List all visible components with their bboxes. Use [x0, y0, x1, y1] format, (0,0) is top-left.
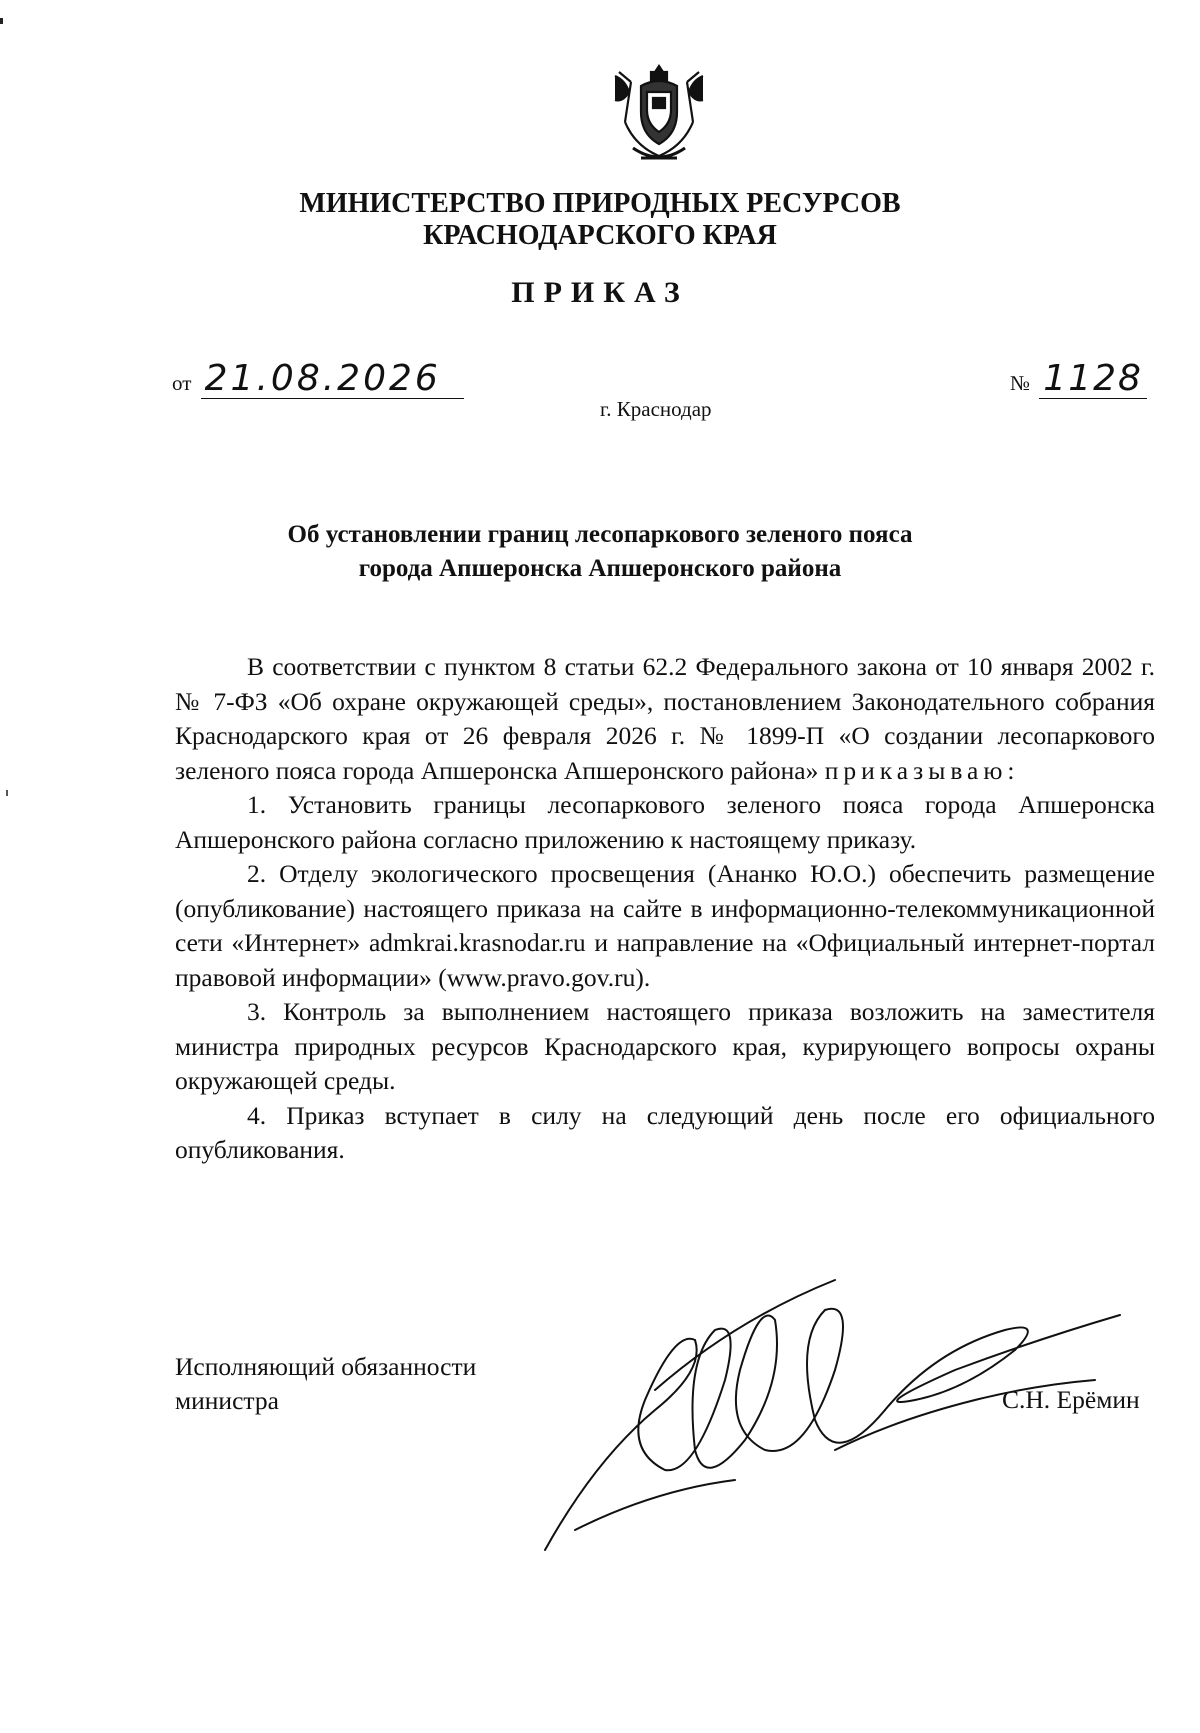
date-value: 21.08.2026	[201, 360, 464, 399]
city: г. Краснодар	[600, 397, 712, 421]
ministry-line-1: МИНИСТЕРСТВО ПРИРОДНЫХ РЕСУРСОВ	[299, 188, 901, 219]
document-type: ПРИКАЗ	[511, 276, 689, 309]
ministry-name	[0, 188, 1200, 252]
preamble-paragraph	[175, 650, 1155, 788]
item-2: 2. Отделу экологического просвещения (Ананко Ю.О.) обеспечить размещение (опубликование) настоящего приказа на сайте в информационно-телекоммуникационной сети «Интернет» admkrai.krasnodar.ru и направление на «Официальный интернет-портал правовой информации» (www.pravo.gov.ru).	[175, 859, 1155, 992]
order-date	[172, 360, 464, 399]
number-prefix: №	[1010, 371, 1031, 395]
order-title	[0, 518, 1200, 586]
scan-artifact	[0, 18, 3, 24]
position-line-1: Исполняющий обязанности	[175, 1352, 477, 1381]
title-line-2: города Апшеронска Апшеронского района	[358, 555, 842, 582]
order-word: приказываю:	[824, 755, 1020, 785]
order-body	[175, 650, 1155, 1168]
date-prefix: от	[172, 371, 192, 395]
coat-of-arms-icon	[611, 62, 707, 166]
item-4: 4. Приказ вступает в силу на следующий день после его официального опубликования.	[175, 1100, 1155, 1164]
preamble-text: В соответствии с пунктом 8 статьи 62.2 Федерального закона от 10 января 2002 г. № 7-ФЗ «Об охране окружающей среды», постановлением Законодательного собрания Краснодарского края от 26 февраля 2026 г. № 1899-П «О создании лесопаркового зеленого пояса города Апшеронска Апшеронского района»	[175, 652, 1155, 785]
item-3: 3. Контроль за выполнением настоящего приказа возложить на заместителя министра природных ресурсов Краснодарского края, курирующего вопросы охраны окружающей среды.	[175, 997, 1155, 1095]
number-value: 1128	[1039, 360, 1147, 399]
order-number	[1010, 360, 1147, 399]
signer-position	[175, 1350, 476, 1418]
ministry-line-2: КРАСНОДАРСКОГО КРАЯ	[423, 220, 777, 251]
scan-artifact	[6, 790, 8, 796]
item-1: 1. Установить границы лесопаркового зеленого пояса города Апшеронска Апшеронского района согласно приложению к настоящему приказу.	[175, 790, 1155, 854]
signer-name: С.Н. Ерёмин	[1002, 1385, 1140, 1414]
title-line-1: Об установлении границ лесопаркового зеленого пояса	[287, 521, 913, 548]
position-line-2: министра	[175, 1386, 279, 1415]
